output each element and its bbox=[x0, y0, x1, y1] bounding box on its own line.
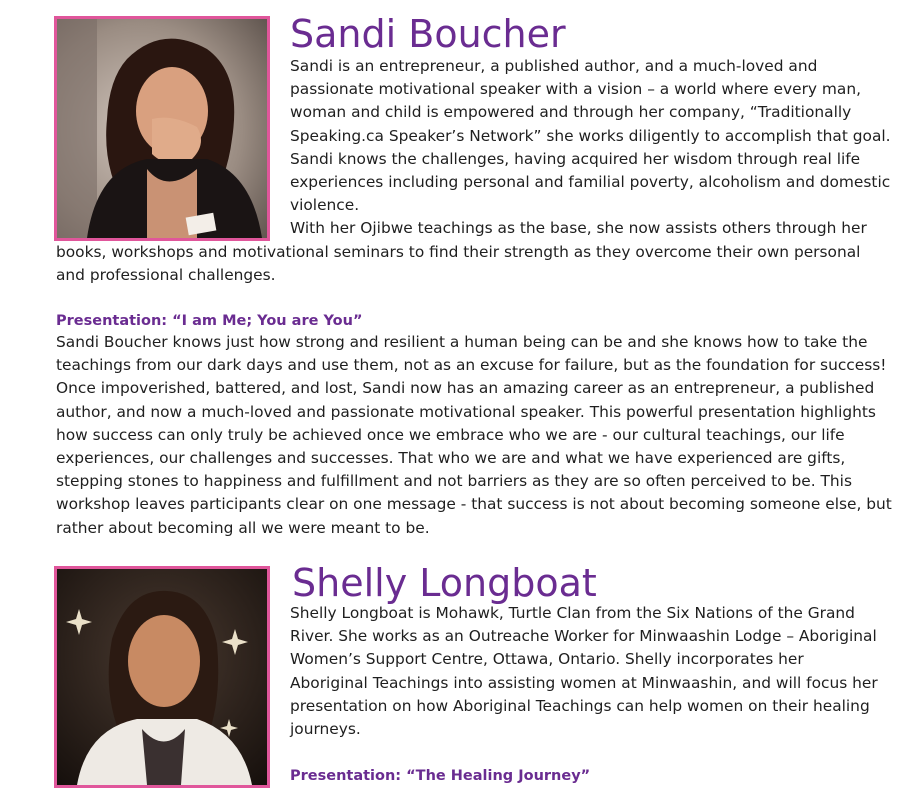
presentation-title-sandi-boucher: Presentation: “I am Me; You are You” bbox=[56, 313, 363, 329]
bio-paragraph: Sandi is an entrepreneur, a published author, and a much-loved and passionate motivational speaker with a vision – a world where every man, woman and child is empowered and through her company, “Traditionally Speaking.ca Speaker’s Network” she works diligently to accomplish that goal. Sandi knows the challenges, having acquired her wisdom through real life experiences including personal and familial poverty, alcoholism and domestic violence. bbox=[290, 57, 891, 215]
presentation-title-shelly-longboat: Presentation: “The Healing Journey” bbox=[290, 768, 591, 784]
presentation-description-sandi-boucher: Sandi Boucher knows just how strong and resilient a human being can be and she knows how to take the teachings from our dark days and use them, not as an excuse for failure, but as the foundation for success! Once impoverished, battered, and lost, Sandi now has an amazing career as an entrepreneur, a published author, and now a much-loved and passionate motivational speaker. This powerful presentation highlights how success can only truly be achieved once we embrace who we are - our cultural teachings, our life experiences, our challenges and successes. That who we are and what we have experienced are gifts, stepping stones to happiness and fulfillment and not barriers as they are so often perceived to be. This workshop leaves participants clear on one message - that success is not about becoming someone else, but rather about becoming all we were meant to be. bbox=[56, 333, 892, 537]
shelly-longboat-bio: Shelly Longboat is Mohawk, Turtle Clan from the Six Nations of the Grand River. She works as an Outreache Worker for Minwaashin Lodge – Aboriginal Women’s Support Centre, Ottawa, Ontario. Shelly incorporates her Aboriginal Teachings into assisting women at Minwaashin, and will focus her presentation on how Aboriginal Teachings can help women on their healing journeys. bbox=[290, 604, 878, 739]
sandi-boucher-bio bbox=[56, 55, 892, 287]
bio-paragraph: With her Ojibwe teachings as the base, she now assists others through her books, workshops and motivational seminars to find their strength as they overcome their own personal and professional challenges. bbox=[56, 219, 867, 284]
speaker-name-shelly-longboat: Shelly Longboat bbox=[292, 561, 597, 605]
speaker-name-sandi-boucher: Sandi Boucher bbox=[290, 12, 566, 56]
portrait-photo-icon bbox=[57, 569, 267, 785]
shelly-longboat-photo bbox=[54, 566, 270, 788]
